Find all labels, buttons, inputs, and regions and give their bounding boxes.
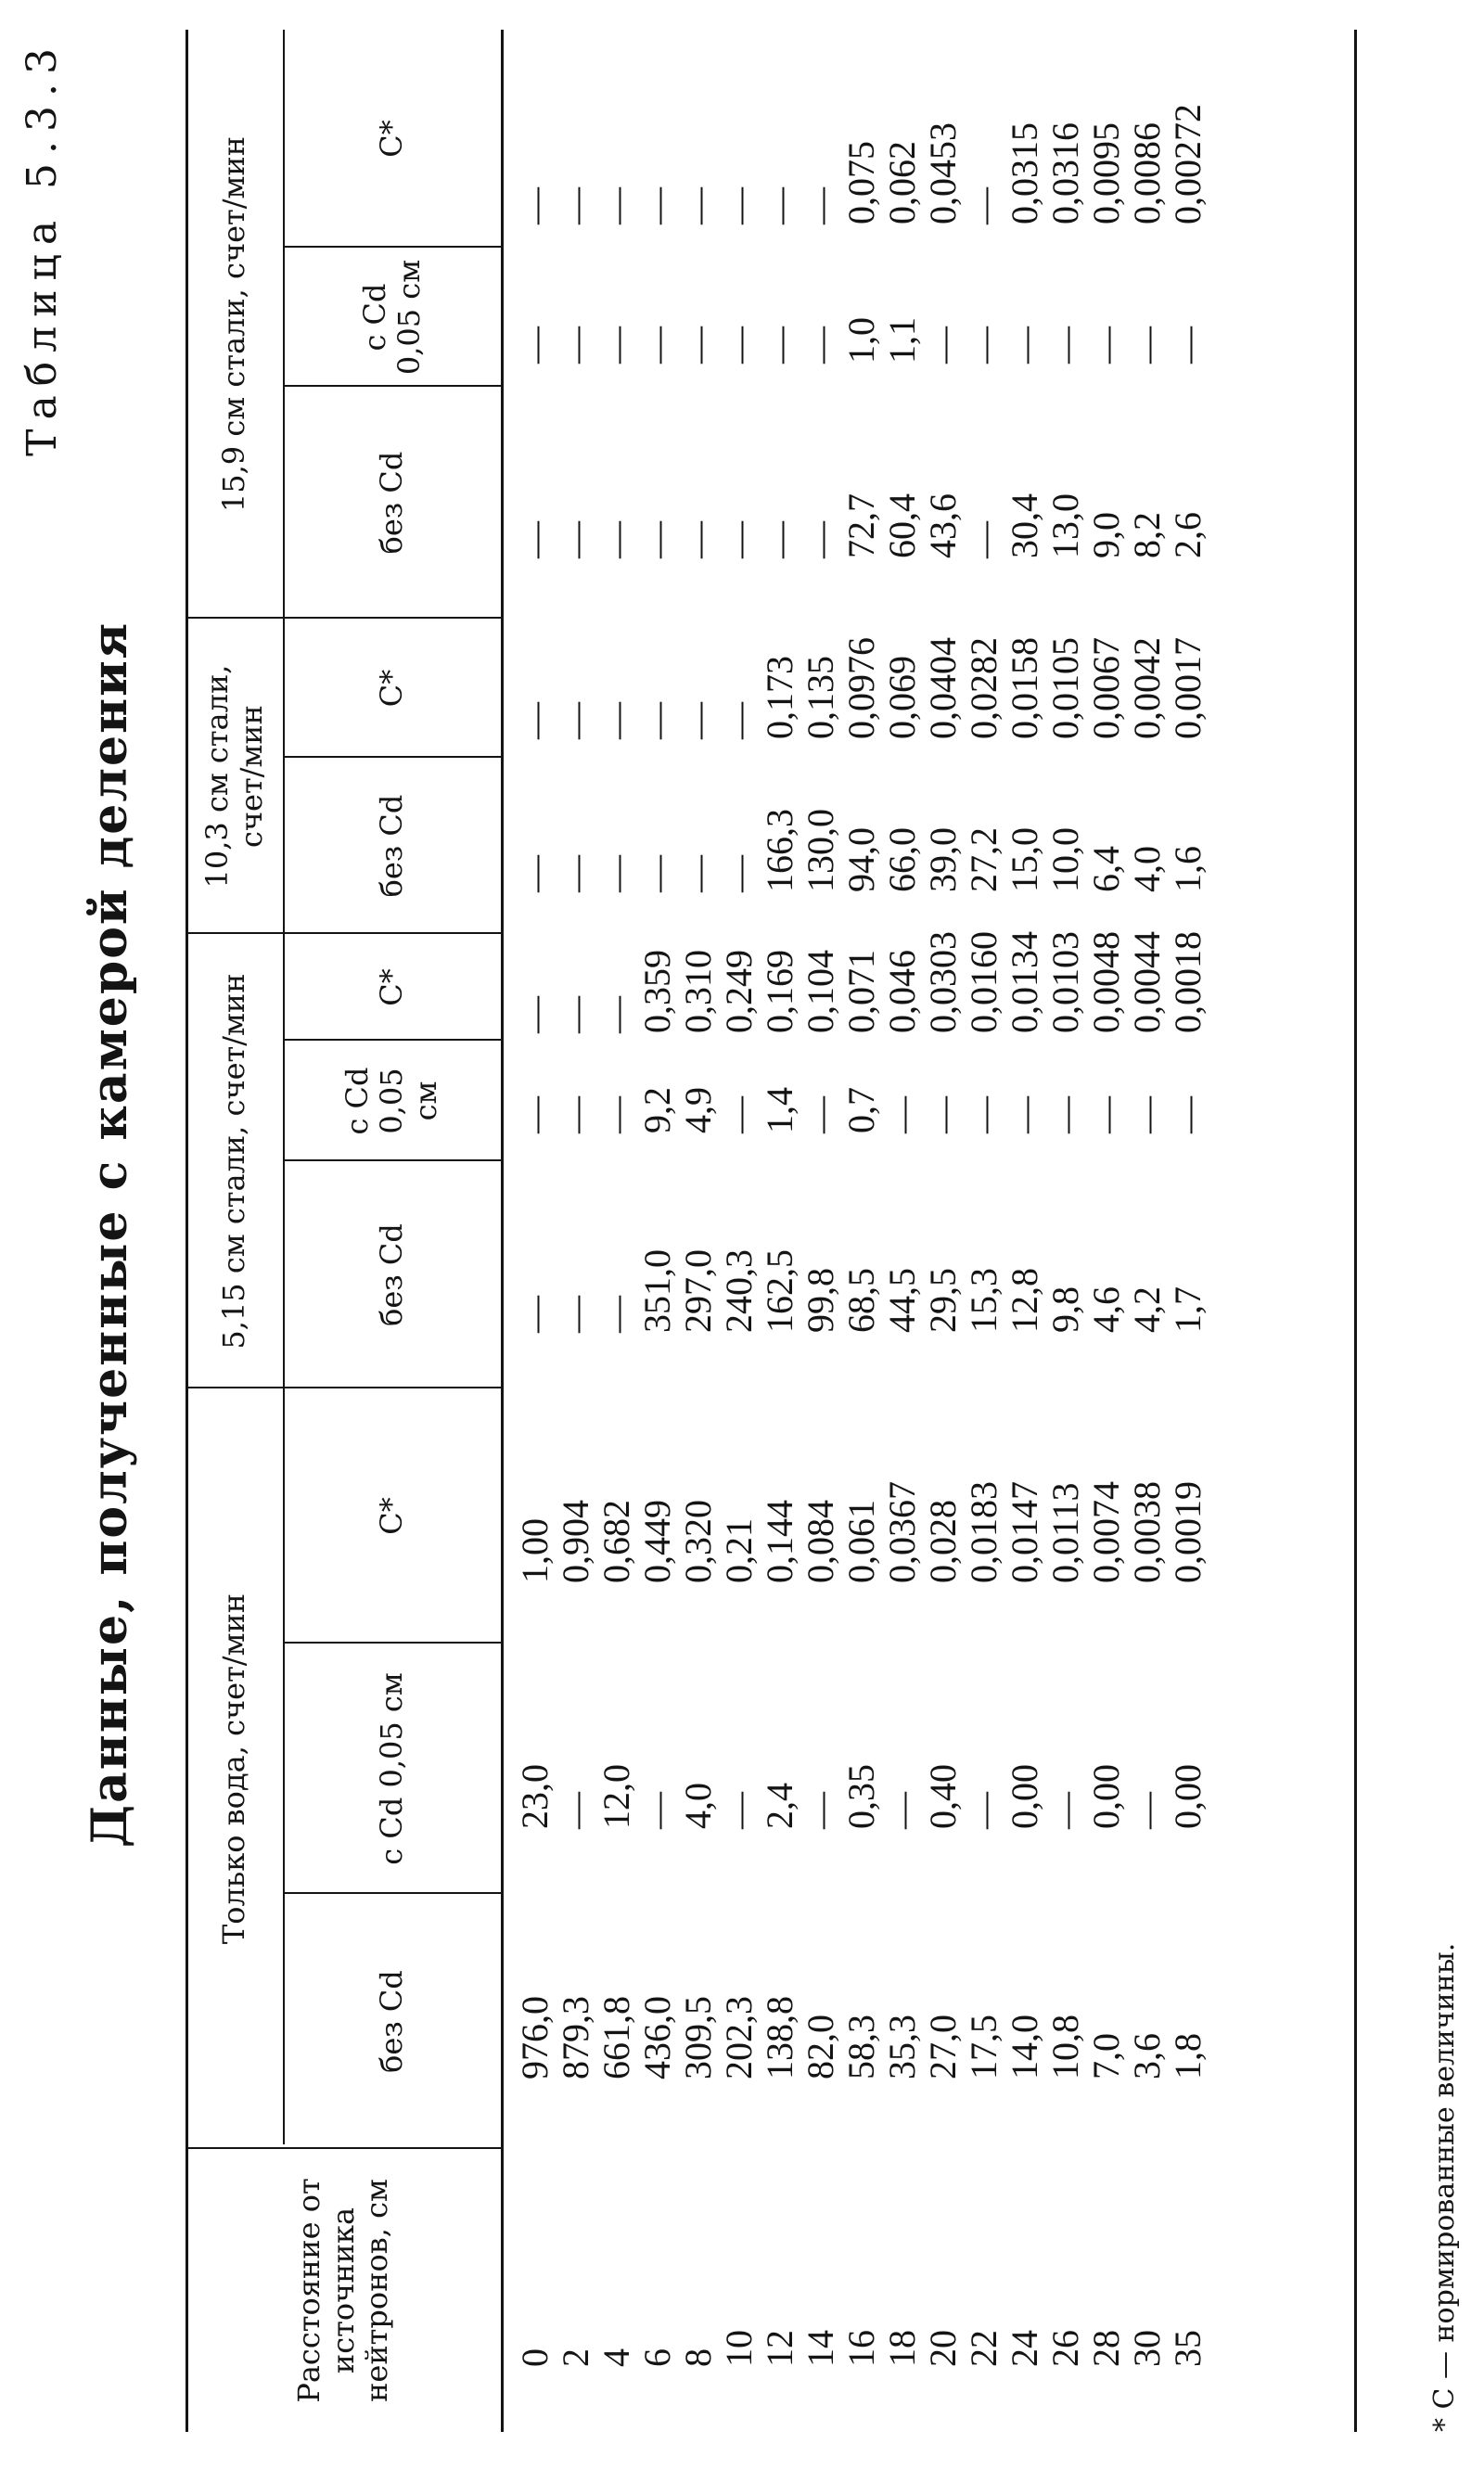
table-cell: 130,0 [800,809,841,892]
table-cell: 0,0158 [1004,637,1045,739]
separator-sub [283,246,501,248]
header-group-steel-5-15: 5,15 см стали, счет/мин [216,973,252,1350]
table-cell: — [514,1096,556,1133]
table-cell: 68,5 [840,1268,882,1333]
table-cell: 66,0 [881,827,923,892]
header-c-star: C* [374,1497,410,1535]
group-subheader-rule [283,30,285,2144]
separator-sub [283,1892,501,1894]
table-cell: — [1167,1096,1209,1133]
page-title: Данные, полученные с камерой деления [82,620,138,1849]
table-cell: 0,0303 [922,931,964,1033]
separator-sub [283,756,501,758]
table-cell: — [1004,326,1045,364]
separator-distance [186,2147,501,2149]
table-cell: 0,0282 [963,637,1004,739]
table-cell: 8 [677,2348,719,2367]
table-cell: — [555,1296,596,1333]
table-cell: 0,00 [1167,1764,1209,1829]
table-cell: — [595,521,637,558]
table-cell: 3,6 [1126,2033,1168,2079]
column-water-c [515,1481,1209,1583]
table-cell: — [677,326,719,364]
table-cell: 0,00 [1085,1764,1127,1829]
table-cell: 1,8 [1167,2033,1209,2079]
table-cell: 0,169 [759,950,800,1033]
column-steel-10-3-no-cd [515,809,1209,892]
table-cell: — [922,1096,964,1133]
table-cell: — [514,187,556,224]
header-no-cd: без Cd [374,794,410,898]
table-cell: — [881,1096,923,1133]
table-cell: 12,0 [595,1764,637,1829]
table-cell: — [718,855,760,892]
column-steel-10-3-c [515,637,1209,739]
table-cell: — [555,996,596,1033]
table-cell: — [514,326,556,364]
table-cell: 0,0044 [1126,931,1168,1033]
table-cell: — [1044,326,1086,364]
separator-sub [283,1159,501,1161]
separator-group2 [186,1387,501,1388]
separator-group4 [186,617,501,619]
table-cell: 1,7 [1167,1286,1209,1333]
separator-sub [283,1642,501,1644]
table-cell: — [555,187,596,224]
footnote: * C — нормированные величины. [1428,1942,1461,2432]
separator-sub [283,385,501,387]
table-cell: 10 [718,2330,760,2367]
table-cell: 0,0067 [1085,637,1127,739]
table-cell: — [677,855,719,892]
table-cell: 0,0086 [1126,122,1168,224]
column-water-with-cd [515,1764,1209,1829]
table-cell: — [636,702,678,739]
table-cell: 1,4 [759,1087,800,1133]
table-cell: 24 [1004,2330,1045,2367]
table-cell: — [800,1792,841,1829]
table-cell: 0,144 [759,1500,800,1583]
table-cell: 0,7 [840,1087,882,1133]
table-cell: 29,5 [922,1268,964,1333]
table-cell: — [555,521,596,558]
table-cell: — [1044,1096,1086,1133]
table-cell: 15,0 [1004,827,1045,892]
table-cell: 4,0 [1126,846,1168,892]
header-no-cd: без Cd [374,1970,410,2073]
table-cell: — [718,1096,760,1133]
table-label: Таблица 5.3.3 [19,39,66,456]
table-cell: 23,0 [514,1764,556,1829]
table-cell: 0,0103 [1044,931,1086,1033]
table-cell: 0,135 [800,656,841,739]
table-cell: 240,3 [718,1249,760,1333]
table-cell: 60,4 [881,493,923,558]
table-cell: 16 [840,2330,882,2367]
table-cell: 8,2 [1126,512,1168,558]
table-cell: — [800,521,841,558]
table-cell: 2,4 [759,1783,800,1829]
column-water-no-cd [515,1996,1209,2079]
table-cell: 1,00 [514,1518,556,1583]
table-cell: 15,3 [963,1268,1004,1333]
table-cell: — [595,1296,637,1333]
table-cell: 0,359 [636,950,678,1033]
table-cell: 4 [595,2348,637,2367]
table-cell: 138,8 [759,1996,800,2079]
table-cell: 0,0147 [1004,1481,1045,1583]
table-cell: — [636,855,678,892]
table-cell: — [595,326,637,364]
column-steel-15-9-no-cd [515,493,1209,558]
table-cell: 9,2 [636,1087,678,1133]
table-cell: 661,8 [595,1996,637,2079]
table-cell: — [514,702,556,739]
table-cell: 351,0 [636,1249,678,1333]
table-cell: 6,4 [1085,846,1127,892]
table-cell: — [718,521,760,558]
table-cell: 0,00 [1004,1764,1045,1829]
table-cell: — [1126,1096,1168,1133]
header-c-star: C* [374,120,410,158]
table-cell: — [1085,1096,1127,1133]
header-bottom-rule [501,30,504,2432]
table-cell: 436,0 [636,1996,678,2079]
table-cell: — [963,326,1004,364]
table-cell: 12,8 [1004,1268,1045,1333]
table-cell: 43,6 [922,493,964,558]
table-cell: — [759,187,800,224]
table-cell: 0,0316 [1044,122,1086,224]
table-cell: — [1126,326,1168,364]
table-cell: — [514,855,556,892]
table-top-rule [186,30,188,2432]
column-steel-15-9-c [515,104,1209,224]
table-cell: 2,6 [1167,512,1209,558]
table-cell: 72,7 [840,493,882,558]
table-cell: 0,0367 [881,1481,923,1583]
table-cell: 0,449 [636,1500,678,1583]
table-cell: 0,0976 [840,637,882,739]
table-cell: 0,0048 [1085,931,1127,1033]
table-cell: 4,9 [677,1087,719,1133]
table-cell: 0,40 [922,1764,964,1829]
table-cell: — [881,1792,923,1829]
table-cell: 0,0183 [963,1481,1004,1583]
table-cell: 27,2 [963,827,1004,892]
table-cell: 99,8 [800,1268,841,1333]
table-cell: 1,1 [881,317,923,364]
table-cell: 0,310 [677,950,719,1033]
table-cell: 6 [636,2348,678,2367]
table-cell: — [963,521,1004,558]
table-cell: — [1167,326,1209,364]
table-cell: — [636,187,678,224]
header-no-cd: без Cd [374,451,410,555]
header-no-cd: без Cd [374,1223,410,1326]
table-cell: — [595,996,637,1033]
table-cell: 14,0 [1004,2015,1045,2079]
table-cell: — [636,326,678,364]
table-cell: 27,0 [922,2015,964,2079]
table-cell: — [677,702,719,739]
header-with-cd: с Cd 0,05 см [356,259,427,376]
table-cell: 94,0 [840,827,882,892]
table-cell: — [636,521,678,558]
table-cell: 13,0 [1044,493,1086,558]
header-c-star: C* [374,669,410,708]
table-cell: — [514,521,556,558]
table-cell: — [1044,1792,1086,1829]
table-cell: 82,0 [800,2015,841,2079]
table-cell: — [922,326,964,364]
table-cell: — [718,702,760,739]
table-cell: 30 [1126,2330,1168,2367]
table-cell: 4,2 [1126,1286,1168,1333]
table-cell: 7,0 [1085,2033,1127,2079]
table-cell: 0,0134 [1004,931,1045,1033]
table-cell: 0,320 [677,1500,719,1583]
column-steel-15-9-with-cd [515,317,1209,364]
table-cell: 879,3 [555,1996,596,2079]
column-steel-5-15-c [515,931,1209,1033]
table-cell: — [800,187,841,224]
table-cell: 0,0453 [922,122,964,224]
table-cell: 0,0038 [1126,1481,1168,1583]
table-cell: 28 [1085,2330,1127,2367]
header-group-steel-15-9: 15,9 см стали, счет/мин [216,135,252,513]
table-cell: 4,0 [677,1783,719,1829]
table-cell: 0,069 [881,656,923,739]
header-with-cd: с Cd 0,05 см [374,1672,410,1865]
table-cell: 30,4 [1004,493,1045,558]
table-cell: — [759,521,800,558]
table-cell: 44,5 [881,1268,923,1333]
table-cell: 0,0404 [922,637,964,739]
table-cell: 0 [514,2348,556,2367]
table-cell: 14 [800,2330,841,2367]
table-cell: — [963,1792,1004,1829]
table-cell: — [636,1792,678,1829]
table-cell: 0,682 [595,1500,637,1583]
table-cell: 26 [1044,2330,1086,2367]
table-cell: — [1126,1792,1168,1829]
table-cell: — [1085,326,1127,364]
column-distance [515,2330,1209,2367]
table-cell: 0,061 [840,1500,882,1583]
table-cell: — [677,187,719,224]
table-cell: 162,5 [759,1249,800,1333]
table-cell: — [595,702,637,739]
table-cell: 0,249 [718,950,760,1033]
table-cell: 1,0 [840,317,882,364]
table-cell: — [595,187,637,224]
table-cell: 0,0315 [1004,122,1045,224]
table-cell: — [718,326,760,364]
table-cell: 4,6 [1085,1286,1127,1333]
table-cell: 0,0042 [1126,637,1168,739]
table-cell: 0,904 [555,1500,596,1583]
table-cell: — [963,187,1004,224]
table-cell: 0,0105 [1044,637,1086,739]
table-cell: — [595,1096,637,1133]
table-cell: — [800,1096,841,1133]
table-cell: 22 [963,2330,1004,2367]
table-cell: 0,071 [840,950,882,1033]
separator-sub [283,1039,501,1041]
table-cell: 35,3 [881,2015,923,2079]
table-cell: 0,0017 [1167,637,1209,739]
table-cell: — [514,996,556,1033]
table-cell: — [800,326,841,364]
table-cell: — [555,702,596,739]
table-cell: 58,3 [840,2015,882,2079]
table-cell: — [718,1792,760,1829]
separator-group3 [186,932,501,934]
table-cell: 0,104 [800,950,841,1033]
table-cell: 0,0018 [1167,931,1209,1033]
table-cell: 39,0 [922,827,964,892]
table-cell: 297,0 [677,1249,719,1333]
table-cell: 9,0 [1085,512,1127,558]
table-cell: 1,6 [1167,846,1209,892]
table-cell: 12 [759,2330,800,2367]
table-cell: 0,084 [800,1500,841,1583]
table-cell: 0,046 [881,950,923,1033]
table-cell: 0,075 [840,141,882,224]
table-cell: 17,5 [963,2015,1004,2079]
table-cell: 309,5 [677,1996,719,2079]
table-cell: — [595,855,637,892]
table-cell: — [514,1296,556,1333]
table-cell: 0,0160 [963,931,1004,1033]
table-cell: — [555,855,596,892]
table-cell: 9,8 [1044,1286,1086,1333]
table-cell: 0,00272 [1167,104,1209,224]
table-cell: — [718,187,760,224]
table-cell: — [677,521,719,558]
table-cell: 10,0 [1044,827,1086,892]
table-cell: 0,0019 [1167,1481,1209,1583]
column-steel-5-15-no-cd [515,1249,1209,1333]
table-cell: — [555,326,596,364]
table-cell: 10,8 [1044,2015,1086,2079]
table-cell: 0,0113 [1044,1482,1086,1583]
column-steel-5-15-with-cd [515,1087,1209,1133]
table-cell: 2 [555,2348,596,2367]
table-cell: — [1004,1096,1045,1133]
header-distance: Расстояние от источника нейтронов, см [290,2178,395,2403]
table-cell: 0,0095 [1085,122,1127,224]
header-c-star: C* [374,968,410,1006]
table-cell: 976,0 [514,1996,556,2079]
table-cell: — [555,1096,596,1133]
header-group-water: Только вода, счет/мин [216,1593,252,1945]
table-cell: — [555,1792,596,1829]
table-cell: 0,028 [922,1500,964,1583]
header-group-steel-10-3: 10,3 см стали, счет/мин [198,664,269,889]
table-cell: — [963,1096,1004,1133]
table-cell: 18 [881,2330,923,2367]
table-cell: 0,0074 [1085,1481,1127,1583]
table-cell: 0,062 [881,141,923,224]
header-with-cd: с Cd 0,05 см [339,1067,443,1135]
table-cell: — [759,326,800,364]
table-cell: 202,3 [718,1996,760,2079]
table-cell: 35 [1167,2330,1209,2367]
table-cell: 0,173 [759,656,800,739]
table-cell: 20 [922,2330,964,2367]
table-cell: 0,21 [718,1518,760,1583]
table-cell: 0,35 [840,1764,882,1829]
table-bottom-rule [1354,30,1357,2432]
table-cell: 166,3 [759,809,800,892]
